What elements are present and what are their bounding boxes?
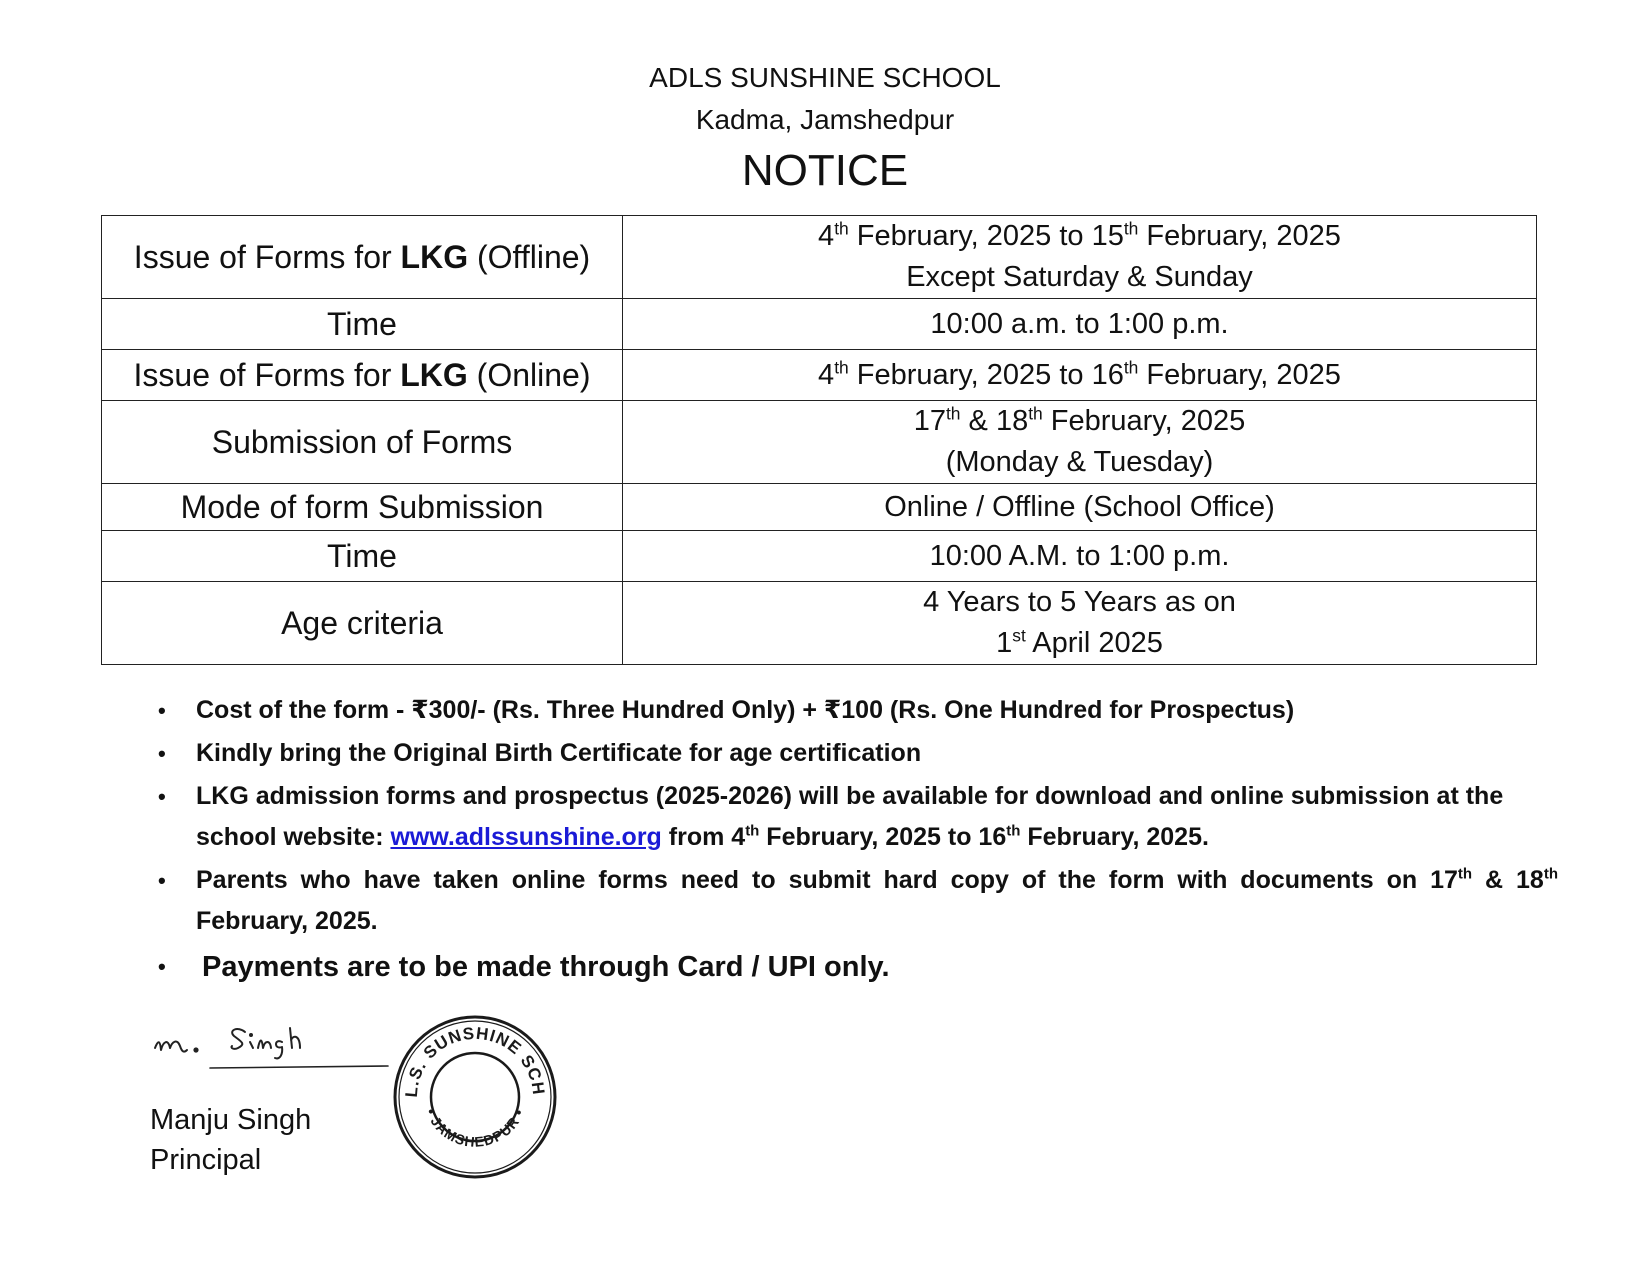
bullet-icon: • — [158, 784, 166, 809]
row-value: Online / Offline (School Office) — [623, 484, 1537, 531]
table-row — [102, 216, 1537, 299]
table-row — [102, 531, 1537, 582]
notice-title: NOTICE — [741, 146, 909, 195]
svg-text:A.D.L.S. SUNSHINE SCHOOL: L.S. SUNSHINE SCH — [401, 1023, 549, 1099]
row-label: Time — [102, 531, 623, 582]
bullet-icon: • — [158, 868, 166, 893]
principal-name: Manju Singh — [150, 1104, 312, 1136]
list-item: • Cost of the form - ₹300/- (Rs. Three Hundred Only) + ₹100 (Rs. One Hundred for Prospectus) — [158, 690, 1558, 731]
school-name: ADLS SUNSHINE SCHOOL — [649, 62, 1001, 93]
bullet-icon: • — [158, 698, 166, 723]
table-row — [102, 582, 1537, 665]
row-value: 17th & 18th February, 2025 (Monday & Tuesday) — [623, 401, 1537, 484]
principal-signature — [150, 1020, 390, 1085]
row-value: 4 Years to 5 Years as on 1st April 2025 — [623, 582, 1537, 665]
table-row — [102, 299, 1537, 350]
list-item: • Kindly bring the Original Birth Certificate for age certification — [158, 733, 1558, 774]
row-label: Mode of form Submission — [102, 484, 623, 531]
list-item: • LKG admission forms and prospectus (2025-2026) will be available for download and online submission at the school website: www.adlssunshine.org from 4th February, 2025 to 16th February, 2025. — [158, 776, 1558, 858]
table-row — [102, 401, 1537, 484]
principal-title: Principal — [150, 1144, 262, 1176]
school-stamp — [390, 1012, 560, 1187]
list-item: • Payments are to be made through Card / UPI only. — [158, 944, 1558, 990]
row-label: Submission of Forms — [102, 401, 623, 484]
row-label: Issue of Forms for LKG (Online) — [102, 350, 623, 401]
school-website-link[interactable]: www.adlssunshine.org — [390, 823, 662, 851]
table-row — [102, 350, 1537, 401]
row-value: 4th February, 2025 to 15th February, 2025 Except Saturday & Sunday — [623, 216, 1537, 299]
school-location: Kadma, Jamshedpur — [695, 104, 955, 135]
svg-text:• JAMSHEDPUR •: • JAMSHEDPUR • — [422, 1106, 528, 1150]
notes-list — [158, 690, 1558, 992]
bullet-icon: • — [158, 741, 166, 766]
schedule-table — [101, 215, 1537, 665]
row-value: 10:00 A.M. to 1:00 p.m. — [623, 531, 1537, 582]
row-label: Age criteria — [102, 582, 623, 665]
row-label: Issue of Forms for LKG (Offline) — [102, 216, 623, 299]
bullet-icon: • — [158, 954, 166, 979]
list-item: • Parents who have taken online forms need to submit hard copy of the form with documents on 17th & 18th February, 2025. — [158, 860, 1558, 942]
row-label: Time — [102, 299, 623, 350]
row-value: 10:00 a.m. to 1:00 p.m. — [623, 299, 1537, 350]
table-row — [102, 484, 1537, 531]
row-value: 4th February, 2025 to 16th February, 2025 — [623, 350, 1537, 401]
